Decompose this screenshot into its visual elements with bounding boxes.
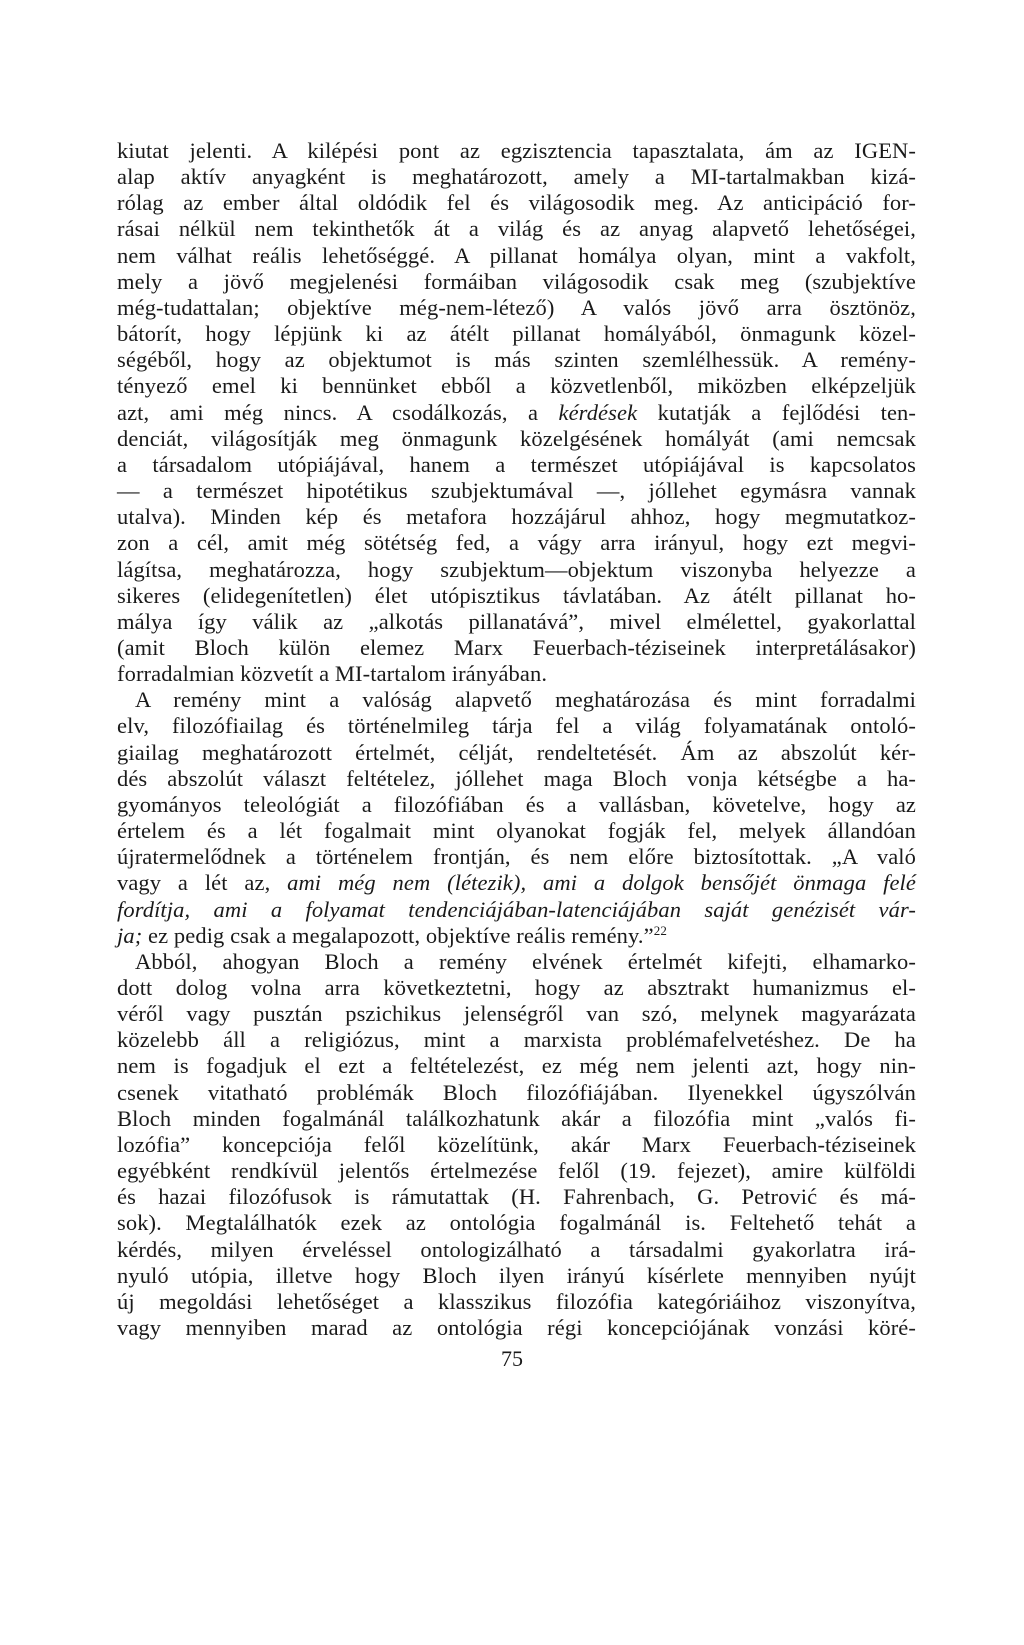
text-line: [117, 687, 916, 713]
text-line: [117, 949, 916, 975]
text-segment: vagy a lét az,: [117, 870, 288, 896]
text-segment: forradalmian közvetít a MI-tartalom irányában.: [117, 661, 548, 687]
text-line: [117, 347, 916, 373]
text-line: [117, 1106, 916, 1132]
italic-text: ami még nem (létezik), ami a dolgok bensőjét önmaga felé: [287, 870, 916, 896]
text-segment: kérdés, milyen érveléssel ontologizálható a társadalmi gyakorlatra irá-: [117, 1236, 916, 1262]
text-line: [117, 609, 916, 635]
text-line: [117, 766, 916, 792]
text-segment: lozófia” koncepciója felől közelítünk, akár Marx Feuerbach-téziseinek: [117, 1131, 916, 1157]
text-segment: véről vagy pusztán pszichikus jelenségről van szó, melynek magyarázata: [117, 1001, 916, 1027]
text-segment: denciát, világosítják meg önmagunk közelgésének homályát (ami nemcsak: [117, 425, 916, 451]
text-line: [117, 1289, 916, 1315]
text-line: [117, 897, 916, 923]
text-line: [117, 400, 916, 426]
text-line: [117, 1132, 916, 1158]
text-segment: lágítsa, meghatározza, hogy szubjektum—objektum viszonyba helyezze a: [117, 556, 916, 582]
text-line: [117, 1263, 916, 1289]
text-segment: és hazai filozófusok is rámutattak (H. Fahrenbach, G. Petrović és má-: [117, 1184, 916, 1210]
text-segment: alap aktív anyagként is meghatározott, amely a MI-tartalmakban kizá-: [117, 164, 916, 190]
text-segment: Abból, ahogyan Bloch a remény elvének értelmét kifejti, elhamarko-: [135, 948, 916, 974]
text-line: [117, 373, 916, 399]
text-segment: dés abszolút választ feltételez, jóllehet maga Bloch vonja kétségbe a ha-: [117, 765, 916, 791]
text-segment: rólag az ember által oldódik fel és világosodik meg. Az anticipáció for-: [117, 190, 916, 216]
text-segment: gyományos teleológiát a filozófiában és a vallásban, követelve, hogy az: [117, 791, 916, 817]
text-line: [117, 818, 916, 844]
text-line: [117, 1027, 916, 1053]
text-line: [117, 138, 916, 164]
italic-text: fordítja, ami a folyamat tendenciájában-latenciájában saját genézisét vár-: [117, 896, 916, 922]
text-segment: bátorít, hogy lépjünk ki az átélt pillanat homályából, önmagunk közel-: [117, 321, 916, 347]
text-line: [117, 164, 916, 190]
text-line: [117, 1053, 916, 1079]
text-line: [117, 1001, 916, 1027]
text-segment: nem is fogadjuk el ezt a feltételezést, ez még nem jelenti azt, hogy nin-: [117, 1053, 916, 1079]
text-line: [117, 530, 916, 556]
text-segment: ségéből, hogy az objektumot is más szinten szemlélhessük. A remény-: [117, 347, 916, 373]
text-segment: újratermelődnek a történelem frontján, és nem előre biztosítottak. „A való: [117, 844, 916, 870]
text-line: [117, 1315, 916, 1341]
text-line: [117, 792, 916, 818]
text-segment: zon a cél, amit még sötétség fed, a vágy arra irányul, hogy ezt megvi-: [117, 530, 916, 556]
body-text: [117, 138, 916, 1341]
text-line: [117, 713, 916, 739]
text-line: [117, 635, 916, 661]
text-segment: vagy mennyiben marad az ontológia régi koncepciójának vonzási köré-: [117, 1315, 916, 1341]
text-line: [117, 478, 916, 504]
text-line: [117, 504, 916, 530]
text-segment: sok). Megtalálhatók ezek az ontológia fogalmánál is. Feltehető tehát a: [117, 1210, 916, 1236]
text-segment: Bloch minden fogalmánál találkozhatunk akár a filozófia mint „valós fi-: [117, 1105, 916, 1131]
page-number: 75: [501, 1346, 523, 1371]
text-segment: A remény mint a valóság alapvető meghatározása és mint forradalmi: [135, 687, 916, 713]
text-line: [117, 452, 916, 478]
text-line: [117, 295, 916, 321]
text-line: [117, 321, 916, 347]
text-segment: sikeres (elidegenítetlen) élet utópisztikus távlatában. Az átélt pillanat ho-: [117, 582, 916, 608]
text-segment: a társadalom utópiájával, hanem a természet utópiájával is kapcsolatos: [117, 451, 916, 477]
text-segment: közelebb áll a religiózus, mint a marxista problémafelvetéshez. De ha: [117, 1027, 916, 1053]
text-segment: kiutat jelenti. A kilépési pont az egzisztencia tapasztalata, ám az IGEN-: [117, 138, 916, 163]
text-line: [117, 844, 916, 870]
text-segment: — a természet hipotétikus szubjektumával —, jóllehet egymásra vannak: [117, 478, 916, 504]
text-line: [117, 870, 916, 896]
italic-text: ja;: [117, 922, 143, 948]
text-segment: rásai nélkül nem tekinthetők át a világ és az anyag alapvető lehetőségei,: [117, 216, 916, 242]
text-segment: nyuló utópia, illetve hogy Bloch ilyen irányú kísérlete mennyiben nyújt: [117, 1262, 916, 1288]
text-line: [117, 1184, 916, 1210]
text-line: [117, 740, 916, 766]
text-line: [117, 557, 916, 583]
text-segment: csenek vitatható problémák Bloch filozófiájában. Ilyenekkel úgyszólván: [117, 1079, 916, 1105]
text-segment: egyébként rendkívül jelentős értelmezése felől (19. fejezet), amire külföldi: [117, 1158, 916, 1184]
text-segment: értelem és a lét fogalmait mint olyanokat fogják fel, melyek állandóan: [117, 818, 916, 844]
text-line: [117, 923, 916, 949]
text-segment: azt, ami még nincs. A csodálkozás, a: [117, 399, 559, 425]
text-segment: málya így válik az „alkotás pillanatává”, mivel elmélettel, gyakorlattal: [117, 608, 916, 634]
text-segment: kutatják a fejlődési ten-: [637, 399, 916, 425]
text-line: [117, 1158, 916, 1184]
footnote-reference: 22: [653, 922, 667, 938]
text-segment: giailag meghatározott értelmét, célját, rendeltetését. Ám az abszolút kér-: [117, 739, 916, 765]
text-line: [117, 190, 916, 216]
text-line: [117, 975, 916, 1001]
text-segment: még-tudattalan; objektíve még-nem-létező) A valós jövő arra ösztönöz,: [117, 294, 916, 320]
text-segment: tényező emel ki bennünket ebből a közvetlenből, miközben elképzeljük: [117, 373, 916, 399]
text-line: [117, 1080, 916, 1106]
text-segment: elv, filozófiailag és történelmileg tárja fel a világ folyamatának ontoló-: [117, 713, 916, 739]
text-line: [117, 661, 916, 687]
italic-text: kérdések: [558, 399, 638, 425]
text-line: [117, 583, 916, 609]
text-segment: mely a jövő megjelenési formáiban világosodik csak meg (szubjektíve: [117, 268, 916, 294]
text-segment: ez pedig csak a megalapozott, objektíve reális remény.”: [142, 922, 654, 948]
text-segment: dott dolog volna arra következtetni, hogy az absztrakt humanizmus el-: [117, 975, 916, 1000]
text-segment: utalva). Minden kép és metafora hozzájárul ahhoz, hogy megmutatkoz-: [117, 504, 916, 530]
text-segment: nem válhat reális lehetőséggé. A pillanat homálya olyan, mint a vakfolt,: [117, 242, 916, 268]
text-line: [117, 1237, 916, 1263]
text-segment: (amit Bloch külön elemez Marx Feuerbach-téziseinek interpretálásakor): [117, 634, 916, 660]
text-segment: új megoldási lehetőséget a klasszikus filozófia kategóriáihoz viszonyítva,: [117, 1288, 916, 1314]
text-line: [117, 216, 916, 242]
text-line: [117, 426, 916, 452]
text-line: [117, 243, 916, 269]
text-line: [117, 1210, 916, 1236]
text-line: [117, 269, 916, 295]
